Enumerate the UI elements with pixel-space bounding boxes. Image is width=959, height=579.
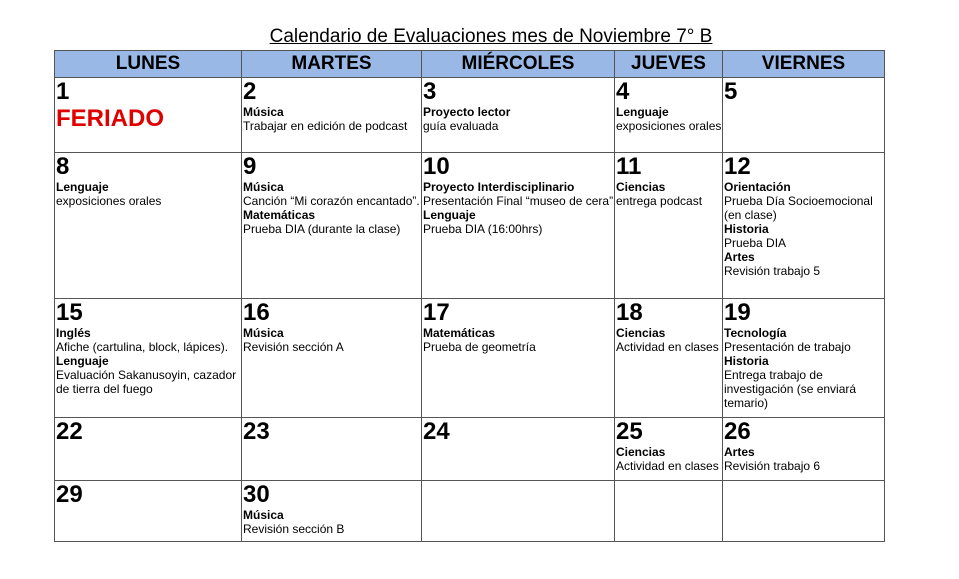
day-number: 9 xyxy=(243,153,257,180)
subject-name: Inglés xyxy=(56,326,91,340)
week-row xyxy=(55,153,885,299)
subject-name: Lenguaje xyxy=(616,105,669,119)
day-number: 10 xyxy=(423,153,450,180)
day-number: 5 xyxy=(724,78,738,105)
day-number: 8 xyxy=(56,153,70,180)
evaluation-description: Presentación Final “museo de cera” xyxy=(423,194,614,208)
evaluation-entry xyxy=(724,354,884,410)
subject-name: Orientación xyxy=(724,180,791,194)
evaluation-entry xyxy=(423,105,614,133)
subject-name: Artes xyxy=(724,250,755,264)
subject-name: Ciencias xyxy=(616,326,666,340)
evaluation-description: entrega podcast xyxy=(616,194,703,208)
evaluation-entry xyxy=(243,508,421,536)
evaluation-entry xyxy=(616,326,722,354)
day-cell xyxy=(242,153,422,299)
subject-name: Música xyxy=(243,326,284,340)
subject-name: Ciencias xyxy=(616,445,666,459)
evaluation-entry xyxy=(243,180,421,208)
evaluation-entry xyxy=(243,208,421,236)
day-cell xyxy=(422,418,615,481)
day-number: 24 xyxy=(423,418,450,445)
day-number: 30 xyxy=(243,481,270,508)
weekday-header: MARTES xyxy=(242,51,422,78)
holiday-label: FERIADO xyxy=(56,105,164,132)
day-number: 29 xyxy=(56,481,83,508)
evaluation-entry xyxy=(56,326,241,354)
evaluation-description: Trabajar en edición de podcast xyxy=(243,119,408,133)
evaluation-entry xyxy=(423,208,614,236)
evaluation-description: Prueba DIA xyxy=(724,236,787,250)
weekday-header: MIÉRCOLES xyxy=(422,51,615,78)
day-number: 12 xyxy=(724,153,751,180)
evaluation-calendar xyxy=(54,50,885,542)
day-cell xyxy=(55,78,242,153)
evaluation-description: guía evaluada xyxy=(423,119,499,133)
day-cell xyxy=(723,153,885,299)
evaluation-description: Revisión sección A xyxy=(243,340,344,354)
day-cell xyxy=(723,299,885,418)
evaluation-entry xyxy=(243,105,421,133)
evaluation-description: (en clase) xyxy=(724,208,777,222)
day-cell xyxy=(242,299,422,418)
weekday-header-row xyxy=(55,51,885,78)
day-number: 23 xyxy=(243,418,270,445)
weekday-header: VIERNES xyxy=(723,51,885,78)
day-number: 1 xyxy=(56,78,70,105)
evaluation-description: exposiciones orales xyxy=(56,194,162,208)
day-cell xyxy=(55,299,242,418)
day-number: 11 xyxy=(616,153,642,180)
day-cell xyxy=(615,153,723,299)
evaluation-entry xyxy=(724,326,884,354)
subject-name: Artes xyxy=(724,445,755,459)
evaluation-entry xyxy=(56,180,241,208)
day-number: 2 xyxy=(243,78,257,105)
day-cell xyxy=(422,299,615,418)
day-cell xyxy=(422,481,615,542)
evaluation-entry xyxy=(423,326,614,354)
day-cell xyxy=(242,418,422,481)
day-number: 19 xyxy=(724,299,751,326)
day-number: 17 xyxy=(423,299,450,326)
subject-name: Lenguaje xyxy=(56,180,109,194)
subject-name: Lenguaje xyxy=(423,208,476,222)
subject-name: Proyecto Interdisciplinario xyxy=(423,180,575,194)
evaluation-description: Presentación de trabajo xyxy=(724,340,851,354)
day-cell xyxy=(422,153,615,299)
evaluation-description: Prueba Día Socioemocional xyxy=(724,194,873,208)
evaluation-description: Prueba de geometría xyxy=(423,340,536,354)
evaluation-description: Revisión trabajo 6 xyxy=(724,459,821,473)
evaluation-description: exposiciones orales xyxy=(616,119,722,133)
day-number: 26 xyxy=(724,418,751,445)
evaluation-entry xyxy=(616,445,722,473)
day-number: 16 xyxy=(243,299,270,326)
day-number: 25 xyxy=(616,418,643,445)
week-row xyxy=(55,299,885,418)
day-number: 3 xyxy=(423,78,437,105)
day-number: 18 xyxy=(616,299,643,326)
evaluation-description: investigación (se enviará xyxy=(724,382,857,396)
week-row xyxy=(55,481,885,542)
evaluation-entry xyxy=(616,180,722,208)
evaluation-description: Evaluación Sakanusoyin, cazador xyxy=(56,368,237,382)
subject-name: Tecnología xyxy=(724,326,787,340)
evaluation-entry xyxy=(423,180,614,208)
day-number: 15 xyxy=(56,299,83,326)
evaluation-description: Actividad en clases xyxy=(616,459,719,473)
evaluation-entry xyxy=(243,326,421,354)
subject-name: Matemáticas xyxy=(243,208,316,222)
week-row xyxy=(55,78,885,153)
evaluation-entry xyxy=(724,222,884,250)
day-number: 22 xyxy=(56,418,83,445)
day-cell xyxy=(242,78,422,153)
day-cell xyxy=(723,78,885,153)
day-cell xyxy=(55,418,242,481)
day-cell xyxy=(615,299,723,418)
day-cell xyxy=(615,418,723,481)
evaluation-description: Revisión trabajo 5 xyxy=(724,264,821,278)
evaluation-entry xyxy=(724,250,884,278)
evaluation-description: Prueba DIA (durante la clase) xyxy=(243,222,401,236)
day-cell xyxy=(615,481,723,542)
day-cell xyxy=(615,78,723,153)
evaluation-description: Canción “Mi corazón encantado”. xyxy=(243,194,420,208)
page-title: Calendario de Evaluaciones mes de Noviembre 7° B xyxy=(269,26,713,47)
subject-name: Proyecto lector xyxy=(423,105,511,119)
day-cell xyxy=(422,78,615,153)
evaluation-entry xyxy=(724,180,884,222)
evaluation-entry xyxy=(56,354,241,396)
subject-name: Historia xyxy=(724,222,769,236)
weekday-header: JUEVES xyxy=(615,51,723,78)
evaluation-entry xyxy=(724,445,884,473)
day-number: 4 xyxy=(616,78,630,105)
subject-name: Lenguaje xyxy=(56,354,109,368)
day-cell xyxy=(242,481,422,542)
weekday-header: LUNES xyxy=(55,51,242,78)
evaluation-description: Entrega trabajo de xyxy=(724,368,823,382)
evaluation-description: Afiche (cartulina, block, lápices). xyxy=(56,340,229,354)
week-row xyxy=(55,418,885,481)
subject-name: Música xyxy=(243,180,284,194)
subject-name: Matemáticas xyxy=(423,326,496,340)
evaluation-entry xyxy=(616,105,722,133)
subject-name: Música xyxy=(243,105,284,119)
subject-name: Historia xyxy=(724,354,769,368)
evaluation-description: temario) xyxy=(724,396,769,410)
day-cell xyxy=(723,481,885,542)
evaluation-description: Actividad en clases xyxy=(616,340,719,354)
subject-name: Música xyxy=(243,508,284,522)
day-cell xyxy=(55,153,242,299)
subject-name: Ciencias xyxy=(616,180,666,194)
evaluation-description: Prueba DIA (16:00hrs) xyxy=(423,222,543,236)
evaluation-description: de tierra del fuego xyxy=(56,382,153,396)
evaluation-description: Revisión sección B xyxy=(243,522,345,536)
day-cell xyxy=(55,481,242,542)
day-cell xyxy=(723,418,885,481)
